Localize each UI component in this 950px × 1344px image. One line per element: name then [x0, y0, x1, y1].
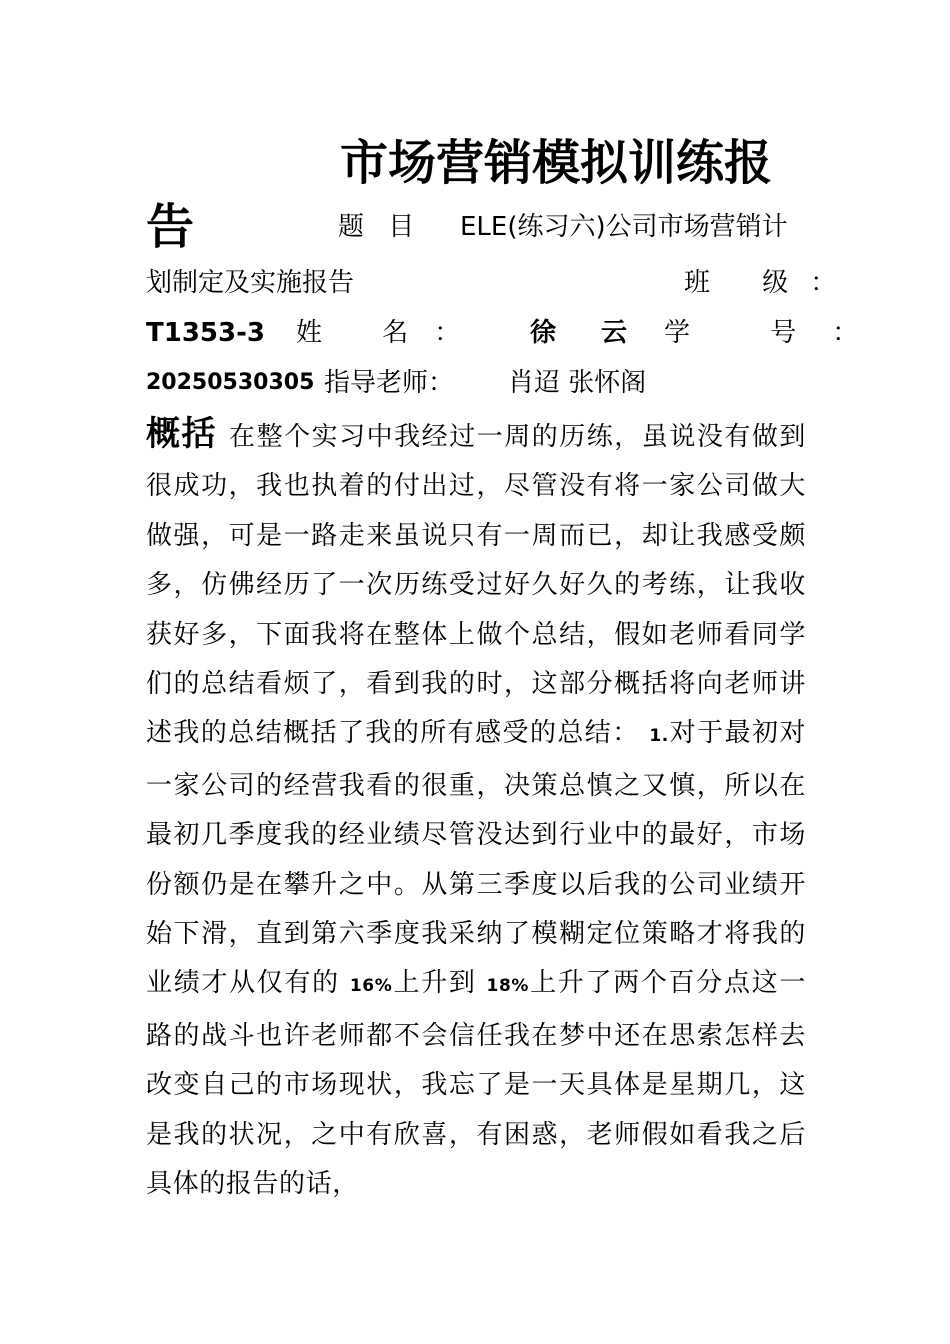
- point-number-1: 1.: [649, 726, 669, 747]
- summary-text-part-3: 上升到: [392, 968, 477, 999]
- advisor-label: 指导老师：: [324, 368, 455, 398]
- percent-value-18: 18%: [486, 976, 530, 997]
- class-label: 班 级：: [684, 268, 859, 298]
- id-advisor-row: [146, 358, 806, 408]
- summary-section: [146, 410, 806, 1210]
- summary-text-part-1: 在整个实习中我经过一周的历练，虽说没有做到很成功，我也执着的付出过，尽管没有将一家公司做大做强，可是一路走来虽说只有一周而已，却让我感受颇多，仿佛经历了一次历练受过好久好久的考练，让我收获好多，下面我将在整体上做个总结，假如老师看同学们的总结看烦了，看到我的时，这部分概括将向老师讲述我的总结概括了我的所有感受的总结：: [146, 422, 806, 749]
- report-title-end: 告: [146, 199, 195, 255]
- advisor-value: 肖迢 张怀阁: [508, 368, 647, 398]
- name-value: 徐 云: [530, 318, 646, 348]
- summary-heading: 概括: [146, 414, 218, 454]
- summary-text-part-2: 对于最初对一家公司的经营我看的很重，决策总慎之又慎，所以在最初几季度我的经业绩尽管没达到行业中的最好，市场份额仍是在攀升之中。从第三季度以后我的公司业绩开始下滑，直到第六季度我采纳了模糊定位策略才将我的业绩才从仅有的: [146, 718, 806, 999]
- topic-value: ELE(练习六)公司市场营销计: [460, 212, 788, 242]
- document-page: [146, 130, 895, 1210]
- report-title-line-1: [146, 130, 806, 196]
- student-id-value: 20250530305: [146, 370, 315, 395]
- student-id-label: 学 号：: [664, 318, 895, 348]
- topic-row: [146, 196, 806, 258]
- topic-label: 题 目: [338, 212, 423, 242]
- report-title: 市场营销模拟训练报: [340, 135, 773, 191]
- class-value: T1353-3: [146, 318, 265, 348]
- name-label: 姓 名：: [296, 318, 487, 348]
- percent-value-16: 16%: [349, 976, 393, 997]
- class-name-row: [146, 308, 895, 358]
- summary-text-part-4: 上升了两个百分点这一路的战斗也许老师都不会信任我在梦中还在思索怎样去改变自己的市场现状，我忘了是一天具体是星期几，这是我的状况，之中有欣喜，有困惑，老师假如看我之后具体的报告的话，: [146, 968, 806, 1200]
- topic-continue-row: [146, 258, 859, 308]
- topic-value-continued: 划制定及实施报告: [146, 268, 355, 298]
